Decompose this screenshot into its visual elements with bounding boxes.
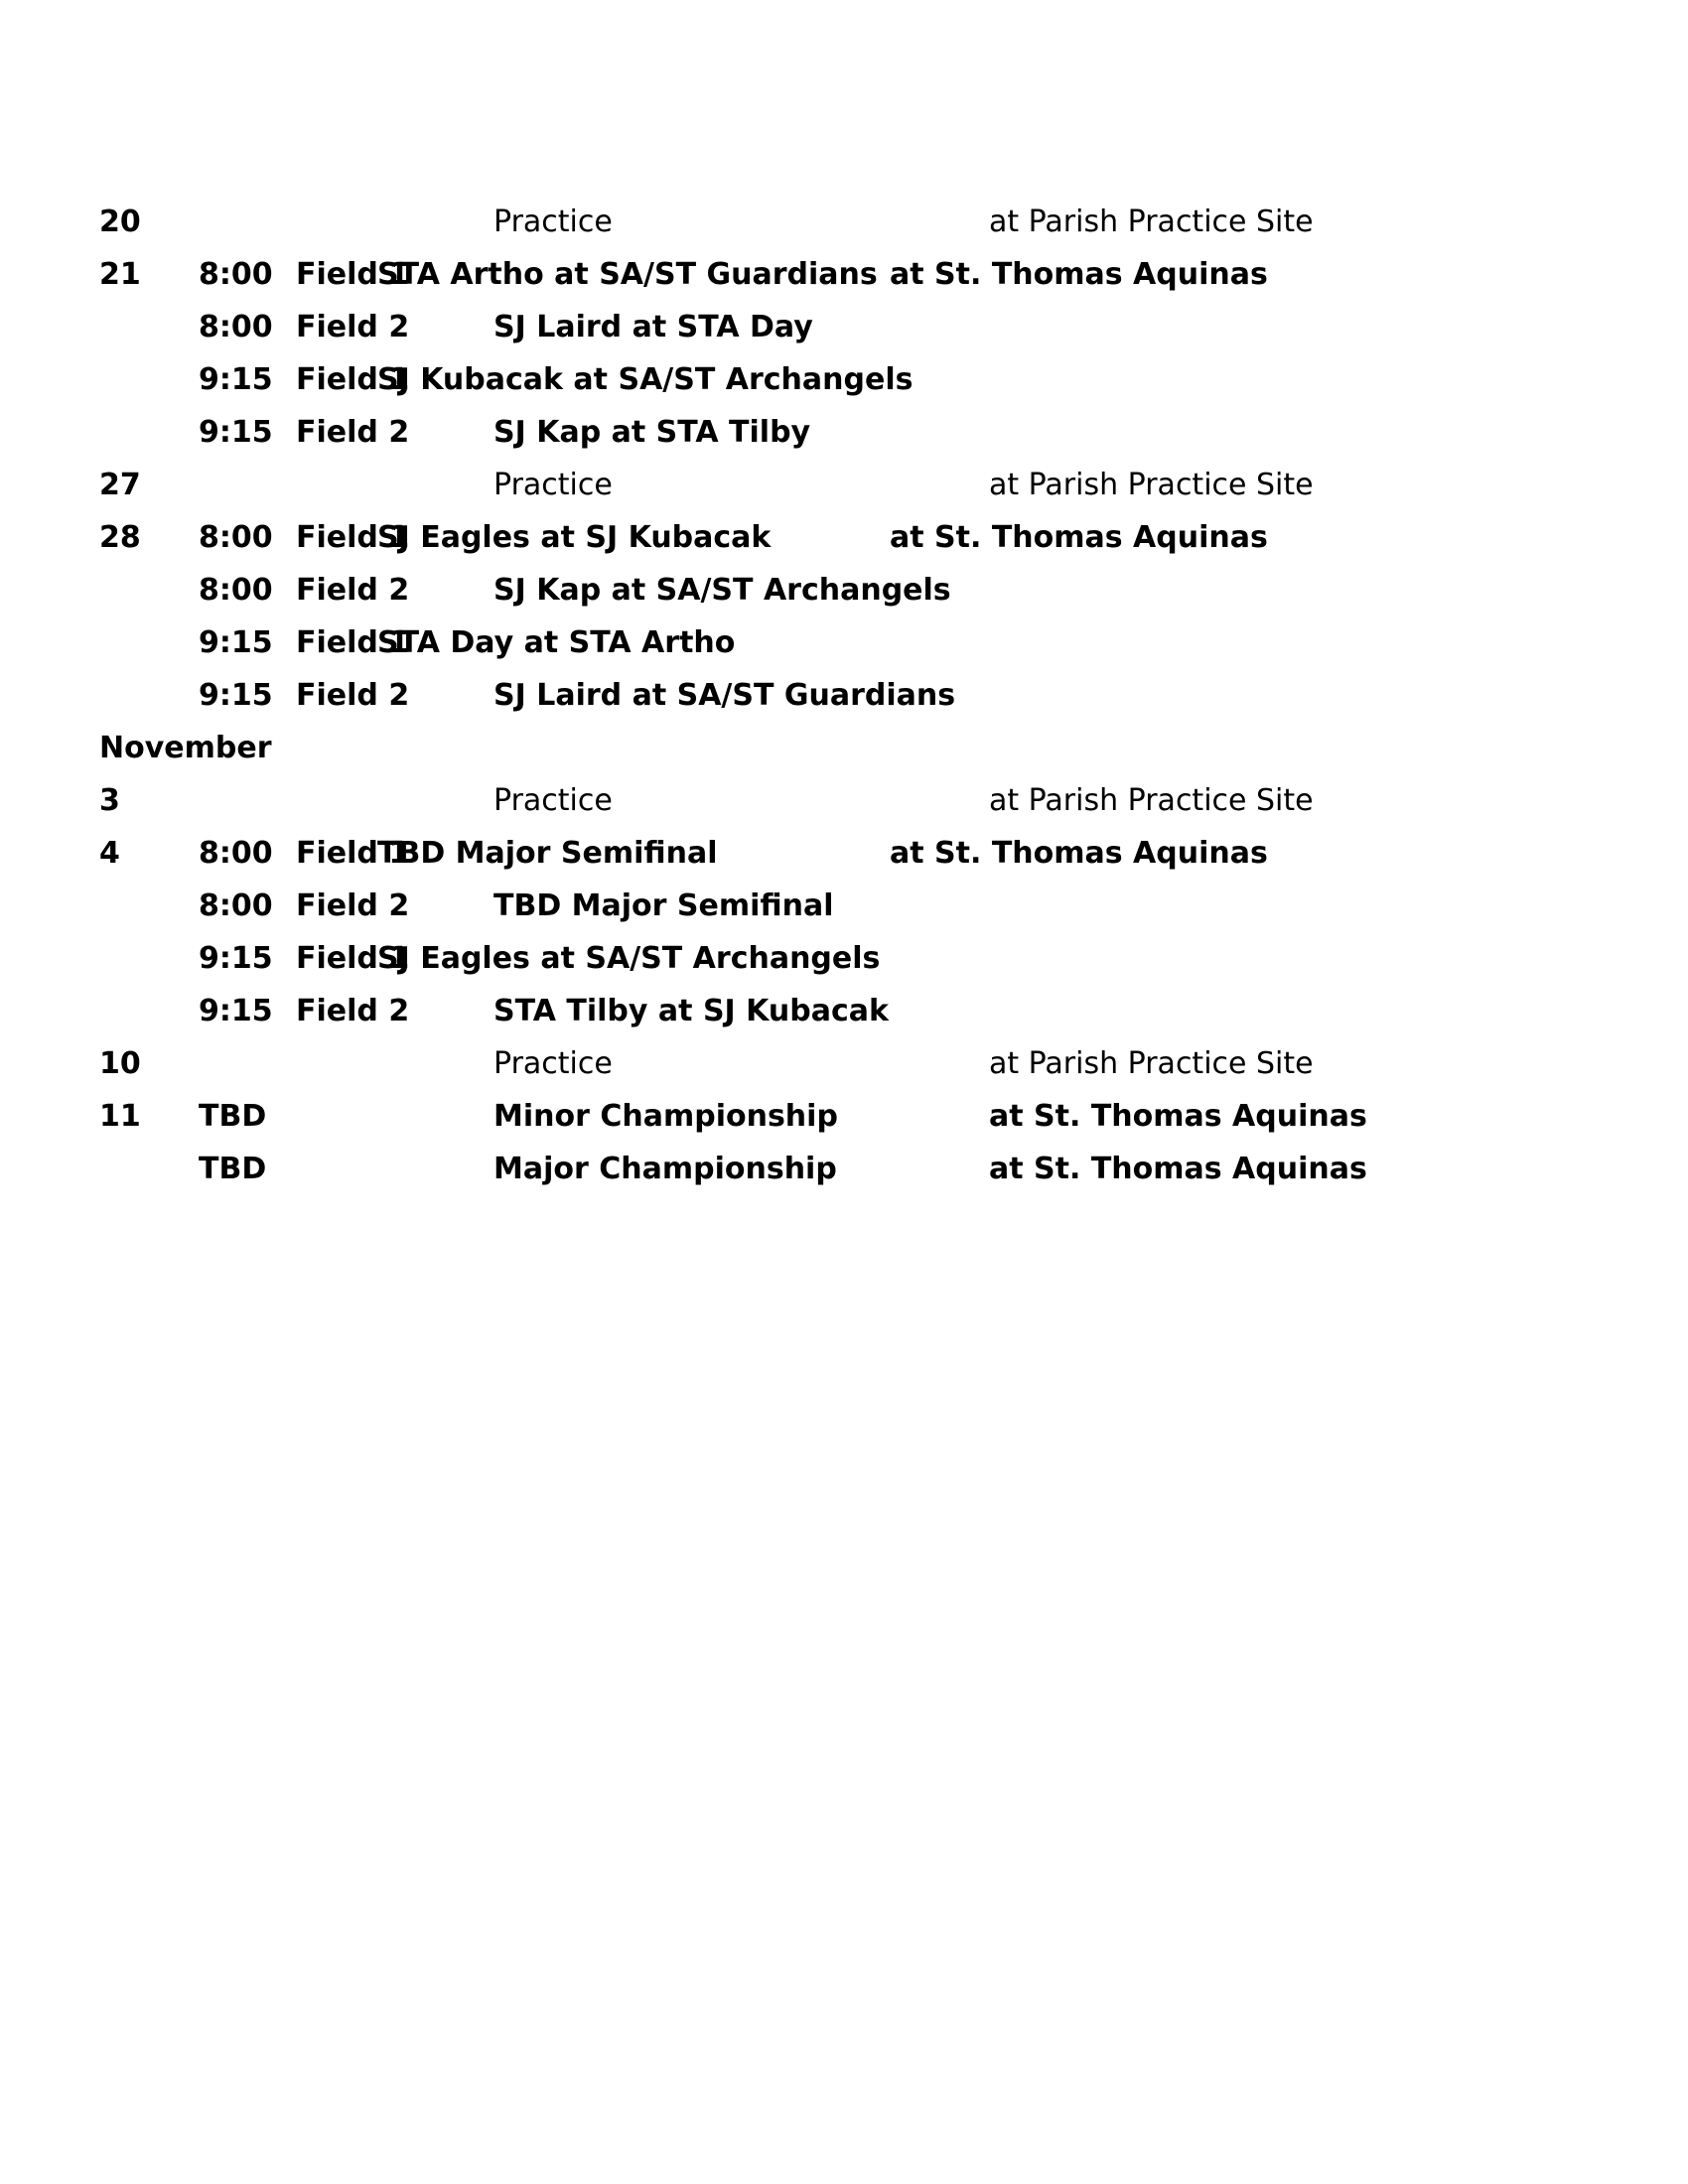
row-location: at Parish Practice Site: [989, 205, 1314, 239]
schedule-row: [0, 249, 1688, 301]
row-game: SJ Laird at STA Day: [493, 310, 813, 344]
schedule-row: [0, 617, 1688, 669]
row-field: Field 1: [296, 257, 410, 292]
month-heading-row: [0, 723, 1688, 774]
schedule-row: [0, 302, 1688, 353]
row-field: Field 1: [296, 362, 410, 397]
row-field: Field 2: [296, 678, 410, 713]
row-time: 8:00: [199, 257, 273, 292]
row-game: Practice: [493, 205, 613, 239]
schedule-row: [0, 460, 1688, 511]
row-time: TBD: [199, 1099, 267, 1134]
schedule-row: [0, 1144, 1688, 1195]
row-time: 8:00: [199, 888, 273, 923]
schedule-row: [0, 1038, 1688, 1090]
row-location: at St. Thomas Aquinas: [989, 1152, 1367, 1186]
row-time: 9:15: [199, 678, 273, 713]
row-game: TBD Major Semifinal: [377, 836, 718, 871]
row-game: SJ Eagles at SA/ST Archangels: [377, 941, 881, 976]
row-location: at St. Thomas Aquinas: [989, 1099, 1367, 1134]
schedule-row: [0, 933, 1688, 985]
schedule-row: [0, 775, 1688, 827]
row-time: 9:15: [199, 415, 273, 450]
row-date: 21: [99, 257, 141, 292]
row-location: at Parish Practice Site: [989, 1046, 1314, 1081]
schedule-row: [0, 512, 1688, 564]
row-game: SJ Kubacak at SA/ST Archangels: [377, 362, 914, 397]
row-date: 11: [99, 1099, 141, 1134]
row-time: 9:15: [199, 362, 273, 397]
row-game: SJ Kap at STA Tilby: [493, 415, 811, 450]
row-game: SJ Kap at SA/ST Archangels: [493, 573, 951, 608]
row-game: Minor Championship: [493, 1099, 838, 1134]
schedule-row: [0, 1091, 1688, 1143]
row-field: Field 2: [296, 415, 410, 450]
row-game: STA Day at STA Artho: [377, 625, 736, 660]
row-game: Major Championship: [493, 1152, 837, 1186]
row-time: 8:00: [199, 836, 273, 871]
month-heading: November: [99, 731, 272, 765]
row-game: SJ Laird at SA/ST Guardians: [493, 678, 956, 713]
row-location: at St. Thomas Aquinas: [890, 257, 1268, 292]
row-time: 9:15: [199, 625, 273, 660]
row-date: 4: [99, 836, 120, 871]
row-game: Practice: [493, 783, 613, 818]
row-time: 9:15: [199, 941, 273, 976]
schedule-row: [0, 407, 1688, 459]
row-game: Practice: [493, 1046, 613, 1081]
row-field: Field 1: [296, 836, 410, 871]
row-game: TBD Major Semifinal: [493, 888, 834, 923]
row-field: Field 1: [296, 941, 410, 976]
row-time: TBD: [199, 1152, 267, 1186]
row-game: Practice: [493, 468, 613, 502]
schedule-row: [0, 670, 1688, 722]
schedule-row: [0, 986, 1688, 1037]
row-time: 8:00: [199, 520, 273, 555]
row-time: 9:15: [199, 994, 273, 1028]
row-game: STA Tilby at SJ Kubacak: [493, 994, 889, 1028]
row-field: Field 2: [296, 310, 410, 344]
row-location: at St. Thomas Aquinas: [890, 520, 1268, 555]
row-game: STA Artho at SA/ST Guardians: [377, 257, 878, 292]
row-field: Field 1: [296, 625, 410, 660]
row-field: Field 2: [296, 994, 410, 1028]
row-date: 3: [99, 783, 120, 818]
schedule-row: [0, 828, 1688, 880]
row-field: Field 1: [296, 520, 410, 555]
row-game: SJ Eagles at SJ Kubacak: [377, 520, 772, 555]
schedule-row: [0, 354, 1688, 406]
row-date: 20: [99, 205, 141, 239]
row-date: 28: [99, 520, 141, 555]
row-location: at St. Thomas Aquinas: [890, 836, 1268, 871]
row-time: 8:00: [199, 573, 273, 608]
schedule-row: [0, 565, 1688, 616]
row-date: 27: [99, 468, 141, 502]
schedule-row: [0, 881, 1688, 932]
row-field: Field 2: [296, 888, 410, 923]
row-location: at Parish Practice Site: [989, 468, 1314, 502]
row-time: 8:00: [199, 310, 273, 344]
schedule-row: [0, 197, 1688, 248]
row-field: Field 2: [296, 573, 410, 608]
row-location: at Parish Practice Site: [989, 783, 1314, 818]
row-date: 10: [99, 1046, 141, 1081]
